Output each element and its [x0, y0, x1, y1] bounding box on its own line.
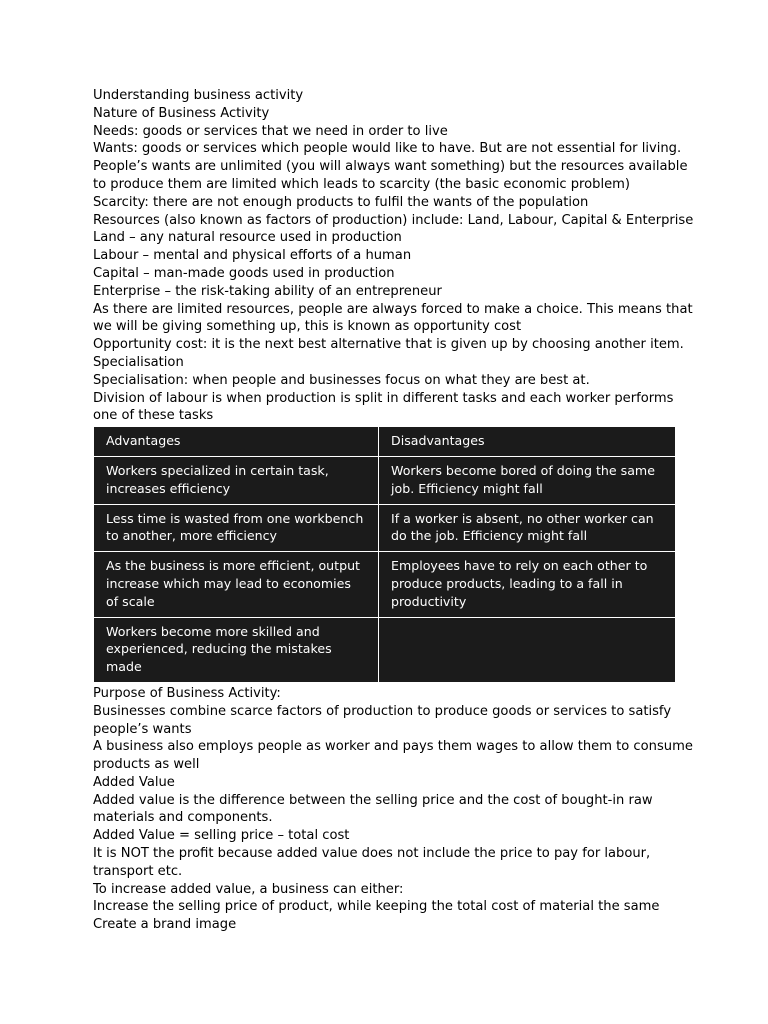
advantage-cell — [94, 456, 379, 504]
outro-line: people’s wants — [93, 721, 192, 737]
intro-line: Wants: goods or services which people would like to have. But are not essential for living. — [93, 141, 682, 157]
intro-line: we will be giving something up, this is known as opportunity cost — [93, 319, 522, 335]
table-row — [94, 456, 676, 504]
intro-line: Opportunity cost: it is the next best alternative that is given up by choosing another item. — [93, 337, 684, 353]
cell-text-line: As the business is more efficient, output — [106, 558, 360, 574]
cell-text-line: Workers become more skilled and — [106, 623, 320, 639]
intro-line: Land – any natural resource used in production — [93, 230, 402, 246]
outro-line: Purpose of Business Activity: — [93, 685, 281, 701]
cell-text-line: to another, more efficiency — [106, 528, 277, 544]
disadvantage-cell — [379, 617, 676, 682]
intro-line: Needs: goods or services that we need in order to live — [93, 123, 448, 139]
table-row — [94, 552, 676, 617]
outro-line: Increase the selling price of product, while keeping the total cost of material the same — [93, 899, 660, 915]
intro-line: Scarcity: there are not enough products to fulfil the wants of the population — [93, 194, 589, 210]
intro-line: Enterprise – the risk-taking ability of an entrepreneur — [93, 283, 442, 299]
intro-line: to produce them are limited which leads to scarcity (the basic economic problem) — [93, 176, 631, 192]
table-row — [94, 504, 676, 552]
cell-text-line: Workers become bored of doing the same — [391, 462, 655, 478]
intro-line: Specialisation — [93, 354, 184, 370]
header-disadvantages: Disadvantages — [379, 427, 676, 457]
advantages-disadvantages-table — [93, 426, 676, 683]
cell-text-line: job. Efficiency might fall — [391, 480, 543, 496]
intro-line: Resources (also known as factors of production) include: Land, Labour, Capital & Enterprise — [93, 212, 694, 228]
outro-line: products as well — [93, 757, 200, 773]
outro-line: A business also employs people as worker and pays them wages to allow them to consume — [93, 739, 693, 755]
intro-line: Capital – man-made goods used in production — [93, 265, 395, 281]
outro-line: Create a brand image — [93, 917, 237, 933]
cell-text-line: experienced, reducing the mistakes — [106, 641, 332, 657]
disadvantage-cell — [379, 456, 676, 504]
intro-line: Nature of Business Activity — [93, 105, 270, 121]
cell-text-line: produce products, leading to a fall in — [391, 575, 623, 591]
cell-text-line: Less time is wasted from one workbench — [106, 510, 364, 526]
outro-line: Added Value = selling price – total cost — [93, 828, 350, 844]
cell-text-line: Workers specialized in certain task, — [106, 462, 329, 478]
advantage-cell — [94, 504, 379, 552]
cell-text-line: made — [106, 659, 142, 675]
outro-line: transport etc. — [93, 863, 183, 879]
table-header-row — [94, 427, 676, 457]
outro-line: To increase added value, a business can either: — [93, 881, 404, 897]
outro-line: Added value is the difference between the selling price and the cost of bought-in raw — [93, 792, 653, 808]
cell-text-line: productivity — [391, 593, 467, 609]
advantage-cell — [94, 617, 379, 682]
document-page — [93, 87, 694, 934]
intro-section — [93, 87, 694, 425]
intro-line: one of these tasks — [93, 408, 214, 424]
disadvantage-cell — [379, 504, 676, 552]
advantage-cell — [94, 552, 379, 617]
outro-line: Businesses combine scarce factors of production to produce goods or services to satisfy — [93, 703, 672, 719]
outro-line: It is NOT the profit because added value does not include the price to pay for labour, — [93, 846, 651, 862]
intro-line: Understanding business activity — [93, 88, 304, 103]
cell-text-line: If a worker is absent, no other worker can — [391, 510, 654, 526]
intro-line: Division of labour is when production is split in different tasks and each worker performs — [93, 390, 674, 406]
cell-text-line: increases efficiency — [106, 480, 231, 496]
cell-text-line: of scale — [106, 593, 155, 609]
intro-line: As there are limited resources, people are always forced to make a choice. This means that — [93, 301, 693, 317]
disadvantage-cell — [379, 552, 676, 617]
cell-text-line: Employees have to rely on each other to — [391, 558, 648, 574]
intro-line: People’s wants are unlimited (you will always want something) but the resources available — [93, 159, 688, 175]
outro-section — [93, 685, 693, 934]
table-row — [94, 617, 676, 682]
outro-line: materials and components. — [93, 810, 273, 826]
intro-line: Labour – mental and physical efforts of a human — [93, 248, 412, 264]
cell-text-line: increase which may lead to economies — [106, 575, 351, 591]
intro-line: Specialisation: when people and businesses focus on what they are best at. — [93, 372, 590, 388]
header-advantages: Advantages — [94, 427, 379, 457]
outro-line: Added Value — [93, 774, 175, 790]
cell-text-line: do the job. Efficiency might fall — [391, 528, 588, 544]
